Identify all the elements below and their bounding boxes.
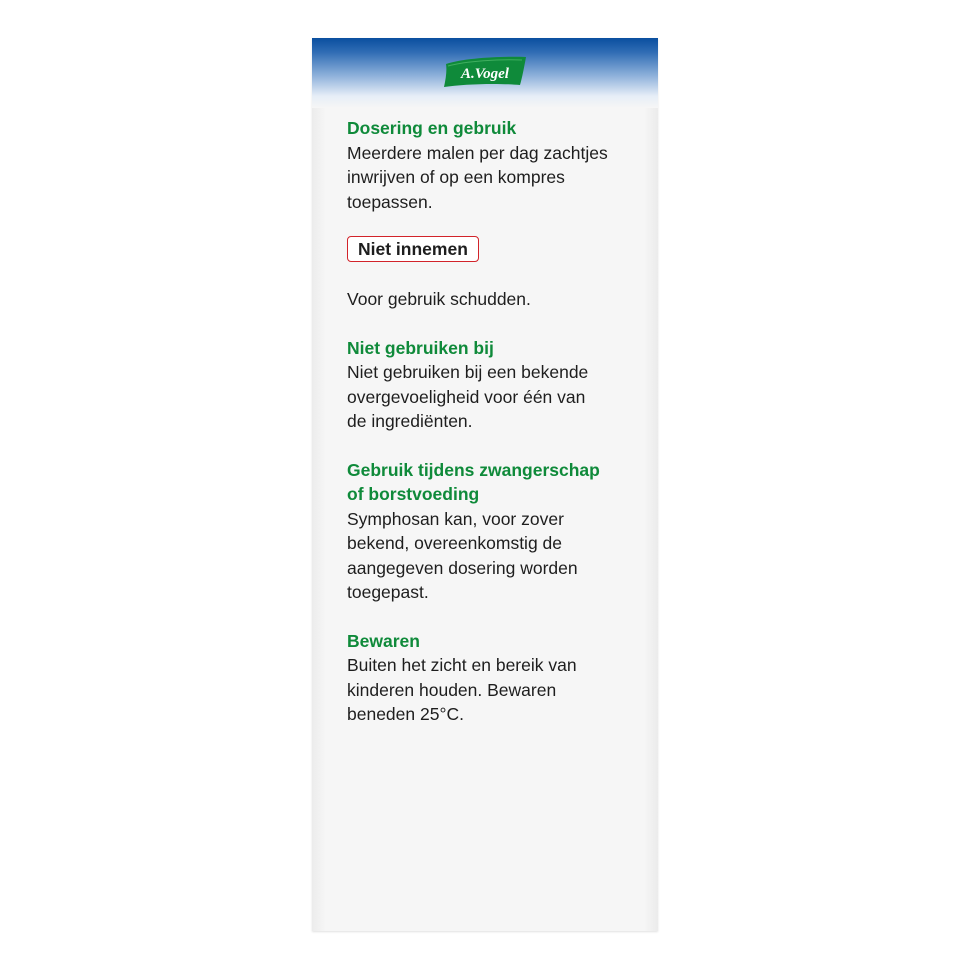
contra-line-1: Niet gebruiken bij een bekende <box>347 362 589 382</box>
avogel-logo <box>442 54 528 88</box>
dosering-line-3: toepassen. <box>347 191 433 212</box>
package-side-panel <box>312 38 658 931</box>
info-text <box>347 116 637 727</box>
heading-bewaren: Bewaren <box>347 630 420 651</box>
zwanger-line-4: toegepast. <box>347 582 429 602</box>
contra-line-3: de ingrediënten. <box>347 411 473 431</box>
heading-contra: Niet gebruiken bij <box>347 337 494 358</box>
spacer <box>347 312 637 336</box>
bewaren-line-3: beneden 25°C. <box>347 704 464 724</box>
bewaren-line-1: Buiten het zicht en bereik van <box>347 655 577 675</box>
logo-leaf-icon <box>442 54 528 88</box>
dosering-line-2: inwrijven of op een kompres <box>347 167 565 187</box>
zwanger-line-1: Symphosan kan, voor zover <box>347 508 564 529</box>
contra-line-2: overgevoeligheid voor één van <box>347 386 586 407</box>
heading-zwanger-1: Gebruik tijdens zwangerschap <box>347 459 600 480</box>
heading-dosering: Dosering en gebruik <box>347 118 517 138</box>
zwanger-line-2: bekend, overeenkomstig de <box>347 533 562 553</box>
heading-zwanger-2: of borstvoeding <box>347 484 480 504</box>
spacer <box>347 605 637 629</box>
warning-niet-innemen: Niet innemen <box>347 236 479 262</box>
bewaren-line-2: kinderen houden. Bewaren <box>347 679 557 700</box>
spacer <box>347 262 637 287</box>
zwanger-line-3: aangegeven dosering worden <box>347 557 578 578</box>
spacer <box>347 434 637 458</box>
schudden-line: Voor gebruik schudden. <box>347 289 531 309</box>
spacer <box>347 214 637 236</box>
logo-text: A.Vogel <box>461 66 509 82</box>
dosering-line-1: Meerdere malen per dag zachtjes <box>347 142 608 163</box>
